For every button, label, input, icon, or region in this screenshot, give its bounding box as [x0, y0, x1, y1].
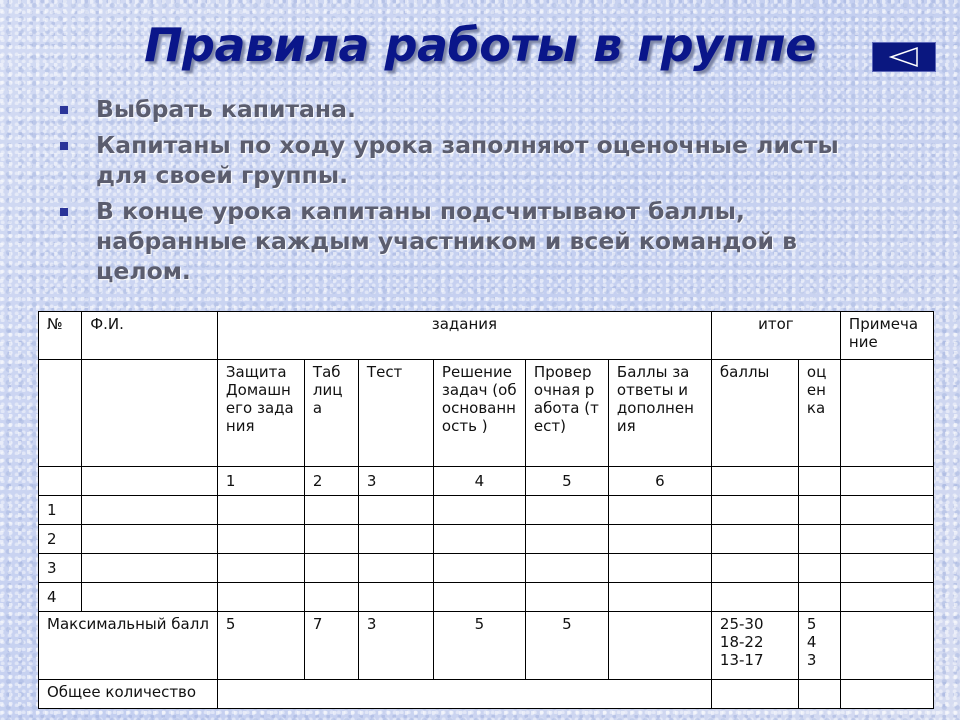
- student-row: [39, 496, 934, 525]
- empty-cell[interactable]: [217, 583, 304, 612]
- empty-cell: [798, 467, 840, 496]
- rule-text: Выбрать капитана.: [96, 95, 356, 123]
- empty-cell[interactable]: [358, 496, 433, 525]
- header-tasks: задания: [217, 312, 711, 360]
- empty-cell[interactable]: [304, 554, 358, 583]
- empty-cell[interactable]: [525, 583, 608, 612]
- bullet-icon: [60, 142, 68, 150]
- bullet-icon: [60, 106, 68, 114]
- empty-cell[interactable]: [304, 496, 358, 525]
- task-number: 4: [433, 467, 525, 496]
- empty-cell[interactable]: [798, 554, 840, 583]
- bullet-icon: [60, 208, 68, 216]
- empty-cell[interactable]: [798, 680, 840, 709]
- max-grade: 5 4 3: [798, 612, 840, 680]
- header-fio: Ф.И.: [82, 312, 218, 360]
- rule-text: Капитаны по ходу урока заполняют оценочные листы для своей группы.: [96, 131, 839, 189]
- max-score-row: [39, 612, 934, 680]
- task-number: 2: [304, 467, 358, 496]
- score-table: [38, 311, 934, 709]
- empty-cell[interactable]: [711, 496, 798, 525]
- row-number: 1: [39, 496, 82, 525]
- empty-cell[interactable]: [608, 496, 711, 525]
- empty-cell[interactable]: [433, 583, 525, 612]
- student-row: [39, 583, 934, 612]
- empty-cell: [711, 467, 798, 496]
- empty-cell[interactable]: [304, 583, 358, 612]
- subheader-task-2: Таблица: [304, 360, 358, 467]
- empty-cell: [840, 612, 933, 680]
- row-number: 4: [39, 583, 82, 612]
- empty-cell[interactable]: [798, 583, 840, 612]
- empty-cell[interactable]: [217, 680, 711, 709]
- subheader-task-3: Тест: [358, 360, 433, 467]
- header-row: [39, 312, 934, 360]
- max-task-4: 5: [433, 612, 525, 680]
- empty-cell[interactable]: [840, 554, 933, 583]
- max-task-5: 5: [525, 612, 608, 680]
- triangle-left-icon: [887, 46, 921, 68]
- task-number: 6: [608, 467, 711, 496]
- back-button[interactable]: [872, 42, 936, 72]
- max-task-2: 7: [304, 612, 358, 680]
- empty-cell[interactable]: [82, 525, 218, 554]
- row-number: 2: [39, 525, 82, 554]
- empty-cell[interactable]: [358, 525, 433, 554]
- max-task-1: 5: [217, 612, 304, 680]
- total-label: Общее количество: [39, 680, 218, 709]
- empty-cell[interactable]: [433, 496, 525, 525]
- empty-cell: [840, 360, 933, 467]
- empty-cell: [39, 467, 82, 496]
- student-row: [39, 525, 934, 554]
- empty-cell: [82, 360, 218, 467]
- empty-cell[interactable]: [82, 554, 218, 583]
- empty-cell: [840, 467, 933, 496]
- subheader-task-6: Баллы за ответы и дополнения: [608, 360, 711, 467]
- empty-cell[interactable]: [711, 525, 798, 554]
- empty-cell[interactable]: [840, 583, 933, 612]
- row-number: 3: [39, 554, 82, 583]
- empty-cell[interactable]: [608, 583, 711, 612]
- header-num: №: [39, 312, 82, 360]
- empty-cell[interactable]: [711, 554, 798, 583]
- task-number-row: [39, 467, 934, 496]
- student-row: [39, 554, 934, 583]
- task-number: 1: [217, 467, 304, 496]
- task-number: 5: [525, 467, 608, 496]
- rule-item: [58, 94, 878, 124]
- subheader-task-4: Решение задач (обоснованность ): [433, 360, 525, 467]
- empty-cell[interactable]: [304, 525, 358, 554]
- empty-cell: [608, 612, 711, 680]
- empty-cell[interactable]: [840, 496, 933, 525]
- empty-cell[interactable]: [711, 680, 798, 709]
- total-row: [39, 680, 934, 709]
- header-total: итог: [711, 312, 840, 360]
- empty-cell[interactable]: [608, 525, 711, 554]
- empty-cell: [82, 467, 218, 496]
- empty-cell[interactable]: [608, 554, 711, 583]
- subheader-row: [39, 360, 934, 467]
- empty-cell[interactable]: [525, 554, 608, 583]
- empty-cell[interactable]: [840, 525, 933, 554]
- header-note: Примечание: [840, 312, 933, 360]
- empty-cell[interactable]: [217, 525, 304, 554]
- score-table-container: [38, 311, 934, 709]
- subheader-points: баллы: [711, 360, 798, 467]
- empty-cell[interactable]: [82, 583, 218, 612]
- task-number: 3: [358, 467, 433, 496]
- max-points: 25-30 18-22 13-17: [711, 612, 798, 680]
- empty-cell[interactable]: [840, 680, 933, 709]
- empty-cell[interactable]: [525, 525, 608, 554]
- empty-cell[interactable]: [433, 554, 525, 583]
- empty-cell[interactable]: [525, 496, 608, 525]
- empty-cell[interactable]: [358, 583, 433, 612]
- rules-list: [58, 94, 878, 292]
- page-title: Правила работы в группе: [144, 18, 816, 72]
- empty-cell[interactable]: [798, 496, 840, 525]
- subheader-task-1: Защита Домашнего задания: [217, 360, 304, 467]
- empty-cell[interactable]: [433, 525, 525, 554]
- subheader-grade: оценка: [798, 360, 840, 467]
- max-task-3: 3: [358, 612, 433, 680]
- empty-cell[interactable]: [711, 583, 798, 612]
- empty-cell[interactable]: [217, 554, 304, 583]
- rule-item: [58, 196, 878, 286]
- subheader-task-5: Проверочная работа (тест): [525, 360, 608, 467]
- empty-cell[interactable]: [82, 496, 218, 525]
- max-score-label: Максимальный балл: [39, 612, 218, 680]
- rule-text: В конце урока капитаны подсчитывают баллы, набранные каждым участником и всей командой в целом.: [96, 197, 797, 285]
- rule-item: [58, 130, 878, 190]
- empty-cell[interactable]: [358, 554, 433, 583]
- empty-cell: [39, 360, 82, 467]
- empty-cell[interactable]: [217, 496, 304, 525]
- empty-cell[interactable]: [798, 525, 840, 554]
